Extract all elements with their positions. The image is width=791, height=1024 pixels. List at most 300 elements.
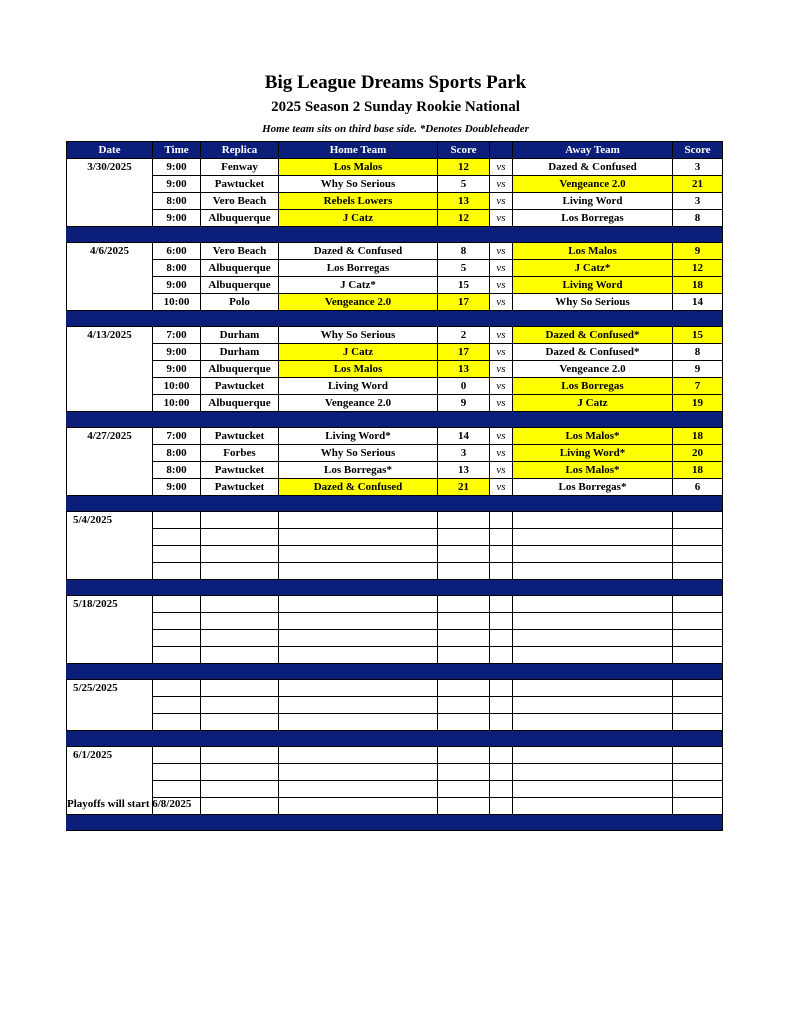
- table-row: [67, 344, 723, 361]
- date-cell: [67, 378, 153, 395]
- away-team-cell: Los Borregas*: [513, 479, 673, 496]
- home-score-cell: [438, 764, 490, 781]
- away-score-cell: [673, 546, 723, 563]
- vs-cell: vs: [490, 277, 513, 294]
- date-cell: [67, 344, 153, 361]
- separator-cell: [279, 664, 438, 680]
- away-team-cell: Dazed & Confused: [513, 159, 673, 176]
- separator-cell: [513, 580, 673, 596]
- separator-cell: [153, 412, 201, 428]
- away-team-cell: [513, 647, 673, 664]
- home-score-cell: 13: [438, 462, 490, 479]
- home-team-cell: [279, 613, 438, 630]
- home-team-cell: Rebels Lowers: [279, 193, 438, 210]
- time-cell: 9:00: [153, 344, 201, 361]
- home-team-cell: Los Malos: [279, 159, 438, 176]
- time-cell: [153, 512, 201, 529]
- date-cell: [67, 176, 153, 193]
- home-score-cell: [438, 714, 490, 731]
- col-header-vs: [490, 142, 513, 159]
- table-row: [67, 747, 723, 764]
- time-cell: [153, 697, 201, 714]
- replica-cell: Albuquerque: [201, 210, 279, 227]
- date-cell: [67, 563, 153, 580]
- replica-cell: Vero Beach: [201, 193, 279, 210]
- table-row: [67, 529, 723, 546]
- week-separator-row: [67, 496, 723, 512]
- away-team-cell: Los Malos: [513, 243, 673, 260]
- separator-cell: [438, 227, 490, 243]
- table-row: [67, 512, 723, 529]
- date-cell: [67, 613, 153, 630]
- home-team-cell: [279, 512, 438, 529]
- time-cell: 9:00: [153, 361, 201, 378]
- away-score-cell: [673, 747, 723, 764]
- time-cell: [153, 781, 201, 798]
- replica-cell: [201, 680, 279, 697]
- separator-cell: [153, 311, 201, 327]
- date-cell: [67, 193, 153, 210]
- vs-cell: [490, 781, 513, 798]
- table-row: [67, 193, 723, 210]
- date-cell: 4/6/2025: [67, 243, 153, 260]
- table-row: [67, 546, 723, 563]
- vs-cell: vs: [490, 327, 513, 344]
- home-score-cell: 9: [438, 395, 490, 412]
- separator-cell: [279, 227, 438, 243]
- date-cell: [67, 210, 153, 227]
- week-separator-row: [67, 580, 723, 596]
- replica-cell: Albuquerque: [201, 395, 279, 412]
- date-cell: [67, 529, 153, 546]
- away-team-cell: [513, 764, 673, 781]
- away-score-cell: 18: [673, 428, 723, 445]
- home-score-cell: 13: [438, 361, 490, 378]
- table-row: [67, 647, 723, 664]
- separator-cell: [513, 227, 673, 243]
- home-score-cell: [438, 563, 490, 580]
- home-team-cell: Why So Serious: [279, 445, 438, 462]
- table-row: [67, 159, 723, 176]
- separator-cell: [490, 664, 513, 680]
- separator-cell: [490, 580, 513, 596]
- time-cell: [153, 596, 201, 613]
- home-score-cell: [438, 747, 490, 764]
- home-team-cell: [279, 630, 438, 647]
- replica-cell: Pawtucket: [201, 479, 279, 496]
- away-score-cell: [673, 596, 723, 613]
- away-score-cell: [673, 512, 723, 529]
- table-row: [67, 445, 723, 462]
- date-cell: 5/18/2025: [67, 596, 153, 613]
- table-row: [67, 243, 723, 260]
- date-cell: [67, 260, 153, 277]
- separator-cell: [201, 664, 279, 680]
- page-subtitle: 2025 Season 2 Sunday Rookie National: [271, 99, 520, 115]
- home-team-cell: Vengeance 2.0: [279, 294, 438, 311]
- home-team-cell: [279, 596, 438, 613]
- date-cell: [67, 764, 153, 781]
- home-score-cell: [438, 613, 490, 630]
- table-row: [67, 462, 723, 479]
- replica-cell: [201, 747, 279, 764]
- table-row: [67, 781, 723, 798]
- time-cell: [153, 747, 201, 764]
- vs-cell: [490, 529, 513, 546]
- separator-cell: [153, 496, 201, 512]
- home-team-cell: [279, 714, 438, 731]
- time-cell: 9:00: [153, 176, 201, 193]
- home-team-cell: [279, 747, 438, 764]
- home-team-cell: Why So Serious: [279, 176, 438, 193]
- separator-cell: [513, 664, 673, 680]
- away-score-cell: [673, 613, 723, 630]
- replica-cell: Pawtucket: [201, 176, 279, 193]
- page-title: Big League Dreams Sports Park: [264, 72, 527, 93]
- separator-cell: [490, 731, 513, 747]
- time-cell: 8:00: [153, 462, 201, 479]
- date-cell: [67, 294, 153, 311]
- replica-cell: [201, 630, 279, 647]
- date-cell: [67, 546, 153, 563]
- separator-cell: [490, 412, 513, 428]
- away-team-cell: Los Borregas: [513, 378, 673, 395]
- table-row: [67, 563, 723, 580]
- replica-cell: [201, 563, 279, 580]
- vs-cell: [490, 596, 513, 613]
- away-score-cell: [673, 714, 723, 731]
- away-team-cell: [513, 630, 673, 647]
- vs-cell: [490, 613, 513, 630]
- vs-cell: [490, 630, 513, 647]
- col-header-time: Time: [153, 142, 201, 159]
- home-team-cell: [279, 680, 438, 697]
- away-team-cell: Los Malos*: [513, 428, 673, 445]
- home-score-cell: 5: [438, 176, 490, 193]
- home-team-cell: J Catz: [279, 344, 438, 361]
- table-row: [67, 327, 723, 344]
- away-score-cell: 3: [673, 193, 723, 210]
- vs-cell: [490, 563, 513, 580]
- replica-cell: [201, 697, 279, 714]
- separator-cell: [438, 664, 490, 680]
- table-row: [67, 361, 723, 378]
- schedule-note: Home team sits on third base side. *Denotes Doubleheader: [262, 123, 529, 135]
- col-header-home-score: Score: [438, 142, 490, 159]
- away-team-cell: [513, 798, 673, 815]
- table-row: [67, 680, 723, 697]
- replica-cell: [201, 647, 279, 664]
- vs-cell: vs: [490, 294, 513, 311]
- replica-cell: [201, 512, 279, 529]
- away-score-cell: 14: [673, 294, 723, 311]
- date-cell: [67, 714, 153, 731]
- table-row: [67, 479, 723, 496]
- away-score-cell: [673, 630, 723, 647]
- separator-cell: [201, 815, 279, 831]
- separator-cell: [673, 496, 723, 512]
- away-score-cell: 3: [673, 159, 723, 176]
- home-score-cell: 12: [438, 210, 490, 227]
- vs-cell: [490, 512, 513, 529]
- home-team-cell: [279, 764, 438, 781]
- separator-cell: [438, 815, 490, 831]
- replica-cell: [201, 613, 279, 630]
- time-cell: [153, 613, 201, 630]
- separator-cell: [673, 731, 723, 747]
- date-cell: [67, 647, 153, 664]
- away-team-cell: [513, 613, 673, 630]
- home-score-cell: 8: [438, 243, 490, 260]
- separator-cell: [673, 311, 723, 327]
- away-team-cell: [513, 781, 673, 798]
- date-cell: 5/25/2025: [67, 680, 153, 697]
- separator-cell: [490, 227, 513, 243]
- home-team-cell: Los Borregas*: [279, 462, 438, 479]
- vs-cell: [490, 680, 513, 697]
- separator-cell: [279, 496, 438, 512]
- col-header-home-team: Home Team: [279, 142, 438, 159]
- separator-cell: [153, 731, 201, 747]
- separator-cell: [438, 496, 490, 512]
- separator-cell: [438, 311, 490, 327]
- separator-cell: [513, 815, 673, 831]
- table-row: [67, 630, 723, 647]
- away-team-cell: [513, 546, 673, 563]
- time-cell: [153, 563, 201, 580]
- separator-cell: [673, 580, 723, 596]
- date-cell: [67, 462, 153, 479]
- separator-cell: [201, 227, 279, 243]
- vs-cell: vs: [490, 243, 513, 260]
- away-team-cell: Vengeance 2.0: [513, 176, 673, 193]
- week-separator-row: [67, 664, 723, 680]
- table-row: [67, 764, 723, 781]
- time-cell: 10:00: [153, 395, 201, 412]
- away-team-cell: Living Word: [513, 193, 673, 210]
- date-cell: [67, 395, 153, 412]
- away-score-cell: 18: [673, 462, 723, 479]
- home-team-cell: Living Word*: [279, 428, 438, 445]
- separator-cell: [201, 580, 279, 596]
- table-row: [67, 294, 723, 311]
- col-header-date: Date: [67, 142, 153, 159]
- replica-cell: Durham: [201, 327, 279, 344]
- vs-cell: [490, 697, 513, 714]
- table-row: [67, 613, 723, 630]
- separator-cell: [153, 227, 201, 243]
- home-team-cell: [279, 546, 438, 563]
- vs-cell: vs: [490, 361, 513, 378]
- away-team-cell: [513, 714, 673, 731]
- date-cell: [67, 361, 153, 378]
- time-cell: [153, 764, 201, 781]
- vs-cell: vs: [490, 378, 513, 395]
- week-separator-row: [67, 311, 723, 327]
- separator-cell: [67, 815, 153, 831]
- week-separator-row: [67, 412, 723, 428]
- table-row: [67, 277, 723, 294]
- time-cell: 9:00: [153, 210, 201, 227]
- schedule-table: [66, 141, 723, 831]
- vs-cell: vs: [490, 395, 513, 412]
- date-cell: [67, 781, 153, 798]
- separator-cell: [490, 311, 513, 327]
- time-cell: 9:00: [153, 159, 201, 176]
- vs-cell: vs: [490, 462, 513, 479]
- separator-cell: [279, 580, 438, 596]
- replica-cell: Pawtucket: [201, 428, 279, 445]
- time-cell: [153, 647, 201, 664]
- vs-cell: vs: [490, 260, 513, 277]
- home-score-cell: 14: [438, 428, 490, 445]
- away-team-cell: Why So Serious: [513, 294, 673, 311]
- home-score-cell: [438, 596, 490, 613]
- table-row: [67, 714, 723, 731]
- replica-cell: Fenway: [201, 159, 279, 176]
- separator-cell: [201, 496, 279, 512]
- separator-cell: [673, 227, 723, 243]
- vs-cell: vs: [490, 159, 513, 176]
- away-team-cell: J Catz: [513, 395, 673, 412]
- separator-cell: [513, 311, 673, 327]
- home-score-cell: 15: [438, 277, 490, 294]
- home-score-cell: 3: [438, 445, 490, 462]
- separator-cell: [490, 815, 513, 831]
- away-team-cell: Los Borregas: [513, 210, 673, 227]
- away-score-cell: [673, 697, 723, 714]
- time-cell: 8:00: [153, 445, 201, 462]
- time-cell: 7:00: [153, 327, 201, 344]
- date-cell: [67, 479, 153, 496]
- replica-cell: [201, 529, 279, 546]
- vs-cell: vs: [490, 479, 513, 496]
- home-team-cell: [279, 781, 438, 798]
- separator-cell: [153, 580, 201, 596]
- replica-cell: [201, 546, 279, 563]
- separator-cell: [673, 815, 723, 831]
- home-score-cell: 13: [438, 193, 490, 210]
- away-team-cell: Vengeance 2.0: [513, 361, 673, 378]
- playoffs-note: Playoffs will start 6/8/2025: [67, 798, 192, 810]
- date-cell: [67, 630, 153, 647]
- vs-cell: [490, 714, 513, 731]
- vs-cell: [490, 546, 513, 563]
- time-cell: [153, 714, 201, 731]
- away-score-cell: 19: [673, 395, 723, 412]
- away-team-cell: Dazed & Confused*: [513, 327, 673, 344]
- separator-cell: [153, 664, 201, 680]
- home-score-cell: 0: [438, 378, 490, 395]
- home-score-cell: [438, 529, 490, 546]
- separator-cell: [279, 311, 438, 327]
- home-team-cell: Vengeance 2.0: [279, 395, 438, 412]
- away-team-cell: [513, 596, 673, 613]
- date-cell: 6/1/2025: [67, 747, 153, 764]
- away-score-cell: [673, 680, 723, 697]
- time-cell: [153, 630, 201, 647]
- vs-cell: [490, 647, 513, 664]
- home-score-cell: 17: [438, 344, 490, 361]
- away-score-cell: 6: [673, 479, 723, 496]
- table-row: [67, 378, 723, 395]
- separator-cell: [438, 580, 490, 596]
- away-team-cell: Dazed & Confused*: [513, 344, 673, 361]
- home-team-cell: [279, 647, 438, 664]
- away-score-cell: 21: [673, 176, 723, 193]
- home-team-cell: [279, 529, 438, 546]
- schedule-body: [67, 159, 723, 831]
- table-row: [67, 260, 723, 277]
- separator-cell: [438, 412, 490, 428]
- replica-cell: [201, 764, 279, 781]
- date-cell: 5/4/2025: [67, 512, 153, 529]
- time-cell: 9:00: [153, 277, 201, 294]
- col-header-away-score: Score: [673, 142, 723, 159]
- home-score-cell: [438, 546, 490, 563]
- home-score-cell: [438, 647, 490, 664]
- vs-cell: [490, 747, 513, 764]
- separator-cell: [67, 580, 153, 596]
- separator-cell: [673, 412, 723, 428]
- replica-cell: Albuquerque: [201, 260, 279, 277]
- home-team-cell: [279, 563, 438, 580]
- home-team-cell: [279, 697, 438, 714]
- home-score-cell: 2: [438, 327, 490, 344]
- date-cell: [67, 445, 153, 462]
- away-score-cell: [673, 798, 723, 815]
- replica-cell: [201, 781, 279, 798]
- replica-cell: [201, 714, 279, 731]
- away-score-cell: 18: [673, 277, 723, 294]
- replica-cell: Forbes: [201, 445, 279, 462]
- date-cell: 4/13/2025: [67, 327, 153, 344]
- table-row: [67, 596, 723, 613]
- separator-cell: [67, 496, 153, 512]
- home-score-cell: [438, 512, 490, 529]
- separator-cell: [279, 412, 438, 428]
- away-score-cell: 9: [673, 361, 723, 378]
- home-team-cell: Los Malos: [279, 361, 438, 378]
- time-cell: 9:00: [153, 479, 201, 496]
- separator-cell: [67, 731, 153, 747]
- replica-cell: Vero Beach: [201, 243, 279, 260]
- away-score-cell: 8: [673, 210, 723, 227]
- time-cell: [153, 529, 201, 546]
- away-team-cell: [513, 697, 673, 714]
- replica-cell: Albuquerque: [201, 361, 279, 378]
- date-cell: [67, 697, 153, 714]
- away-score-cell: 20: [673, 445, 723, 462]
- replica-cell: Durham: [201, 344, 279, 361]
- vs-cell: vs: [490, 428, 513, 445]
- home-team-cell: Dazed & Confused: [279, 243, 438, 260]
- time-cell: 10:00: [153, 294, 201, 311]
- away-team-cell: Living Word: [513, 277, 673, 294]
- week-separator-row: [67, 731, 723, 747]
- home-score-cell: 12: [438, 159, 490, 176]
- separator-cell: [513, 412, 673, 428]
- home-team-cell: [279, 798, 438, 815]
- separator-cell: [67, 311, 153, 327]
- col-header-replica: Replica: [201, 142, 279, 159]
- replica-cell: Albuquerque: [201, 277, 279, 294]
- date-cell: 4/27/2025: [67, 428, 153, 445]
- away-score-cell: [673, 781, 723, 798]
- separator-cell: [438, 731, 490, 747]
- home-team-cell: Why So Serious: [279, 327, 438, 344]
- vs-cell: [490, 764, 513, 781]
